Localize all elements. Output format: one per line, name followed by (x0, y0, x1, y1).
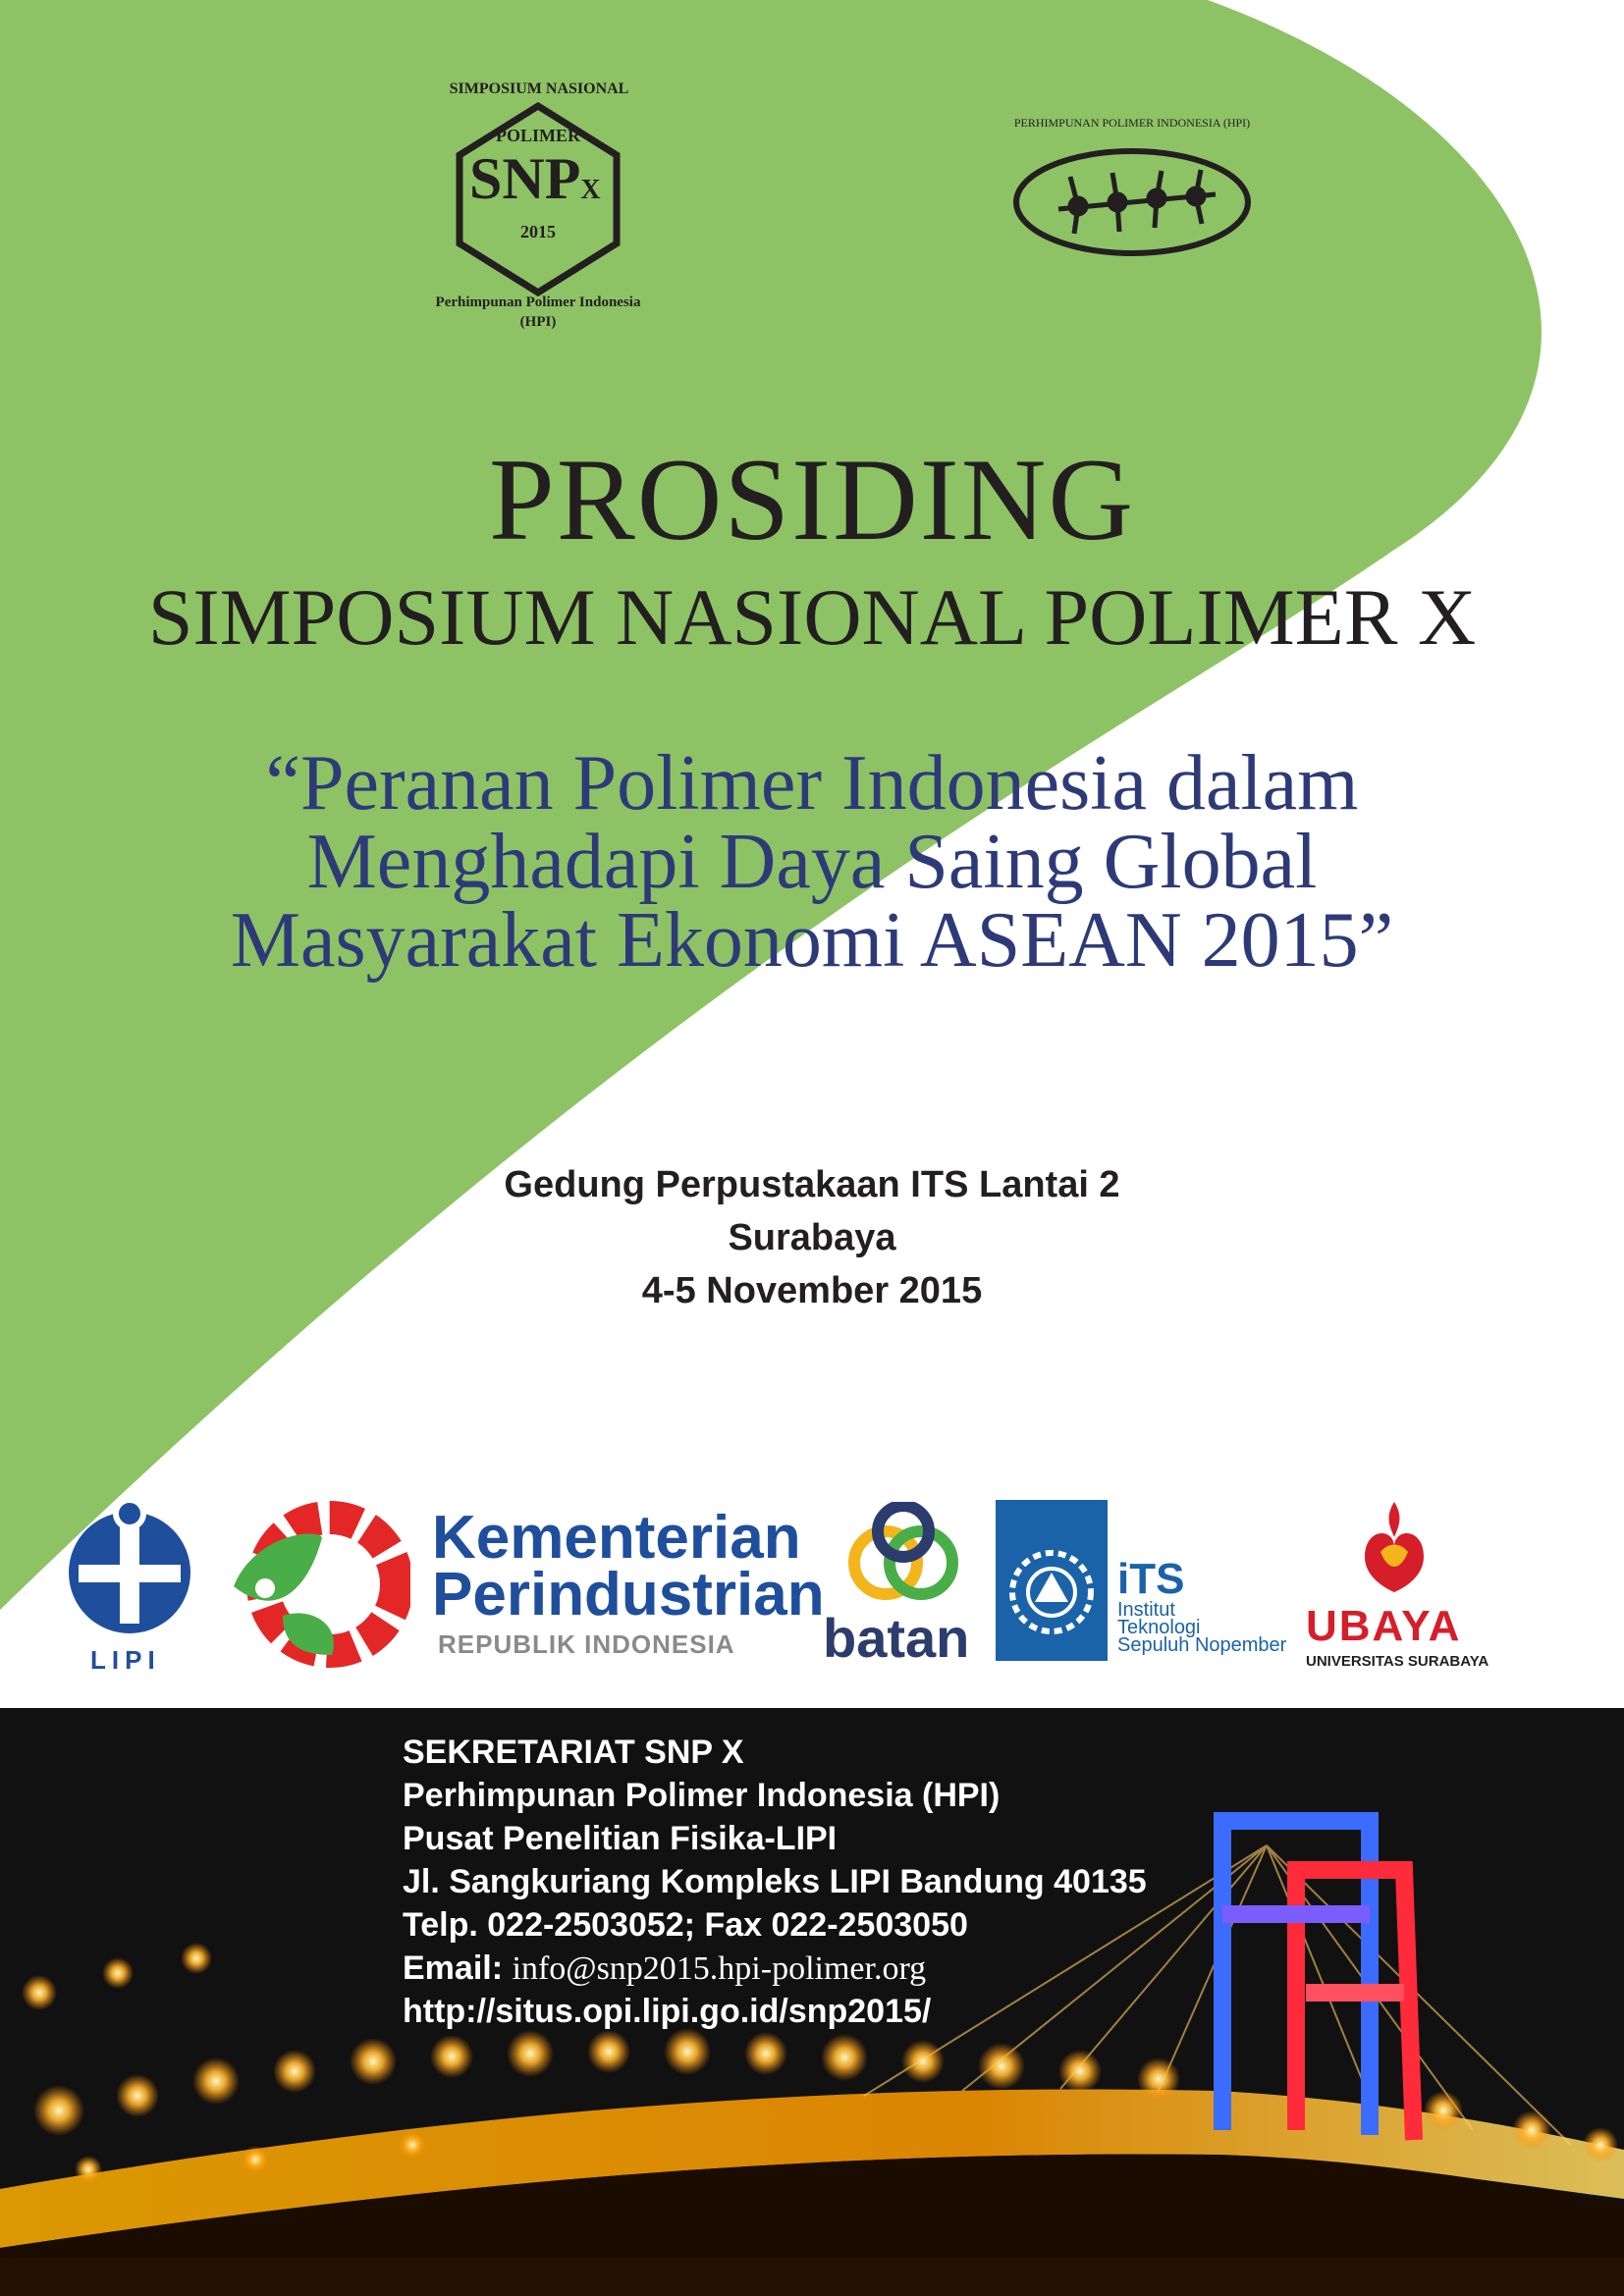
secretariat-email (403, 1949, 926, 1988)
venue-date: 4-5 November 2015 (641, 1270, 983, 1311)
lipi-label: LIPI (90, 1645, 161, 1675)
snp-logo-snp-text: SNP (469, 146, 581, 211)
kemenperin-logo-graphic (214, 1498, 410, 1675)
snp-logo-arc-text: SIMPOSIUM NASIONAL (449, 80, 629, 97)
kemenperin-line-1: Kementerian (432, 1504, 801, 1572)
kemenperin-line-3: REPUBLIK INDONESIA (438, 1629, 735, 1659)
secretariat-url[interactable]: http://situs.opi.lipi.go.id/snp2015/ (403, 1993, 932, 2030)
kemenperin-line-2: Perindustrian (432, 1561, 825, 1629)
ubaya-sub-label: UNIVERSITAS SURABAYA (1306, 1653, 1489, 1670)
kemenperin-logo (214, 1498, 410, 1675)
its-logo (996, 1500, 1108, 1661)
secretariat-address: Jl. Sangkuriang Kompleks LIPI Bandung 40135 (403, 1863, 1147, 1900)
snp-logo-sub-text: X (580, 175, 601, 205)
ubaya-logo (1345, 1498, 1443, 1596)
snp-logo-year: 2015 (520, 222, 556, 241)
lipi-logo-graphic (59, 1496, 206, 1643)
batan-logo-graphic (844, 1502, 962, 1610)
venue-building: Gedung Perpustakaan ITS Lantai 2 (504, 1164, 1120, 1205)
theme-line-3: Masyarakat Ekonomi ASEAN 2015” (230, 897, 1394, 984)
secretariat-email-label: Email: (403, 1949, 504, 1987)
ubaya-logo-graphic (1345, 1498, 1443, 1596)
venue-city: Surabaya (728, 1217, 896, 1258)
its-abbr: iTS (1117, 1555, 1185, 1603)
its-line-1: Institut (1117, 1599, 1175, 1621)
theme-line-1: “Peranan Polimer Indonesia dalam (265, 740, 1359, 827)
its-line-3: Sepuluh Nopember (1117, 1634, 1287, 1656)
snp-logo-org: Perhimpunan Polimer Indonesia (435, 294, 641, 310)
batan-label: batan (823, 1607, 970, 1669)
hpi-logo (1009, 116, 1255, 263)
secretariat-phone: Telp. 022-2503052; Fax 022-2503050 (403, 1906, 968, 1944)
title-sub: SIMPOSIUM NASIONAL POLIMER X (147, 572, 1477, 662)
snp-logo-snp (469, 145, 617, 213)
secretariat-email-link[interactable]: info@snp2015.hpi-polimer.org (512, 1950, 927, 1987)
its-line-2: Teknologi (1117, 1617, 1201, 1638)
theme-line-2: Menghadapi Daya Saing Global (306, 819, 1318, 905)
title-main: PROSIDING (488, 434, 1136, 564)
hpi-logo-graphic (1009, 116, 1255, 263)
secretariat-center: Pusat Penelitian Fisika-LIPI (403, 1820, 838, 1857)
its-logo-graphic (996, 1500, 1108, 1661)
secretariat-org: Perhimpunan Polimer Indonesia (HPI) (403, 1777, 1001, 1814)
hpi-logo-arc-text: PERHIMPUNAN POLIMER INDONESIA (HPI) (1013, 116, 1251, 130)
kemenperin-name (432, 1504, 825, 1629)
snp-logo-polimer: POLIMER (495, 126, 580, 145)
batan-logo (844, 1502, 962, 1610)
secretariat-heading: SEKRETARIAT SNP X (403, 1734, 744, 1771)
snp-logo (435, 67, 641, 332)
ubaya-label: UBAYA (1306, 1602, 1462, 1650)
snp-logo-org-abbr: (HPI) (519, 314, 557, 330)
